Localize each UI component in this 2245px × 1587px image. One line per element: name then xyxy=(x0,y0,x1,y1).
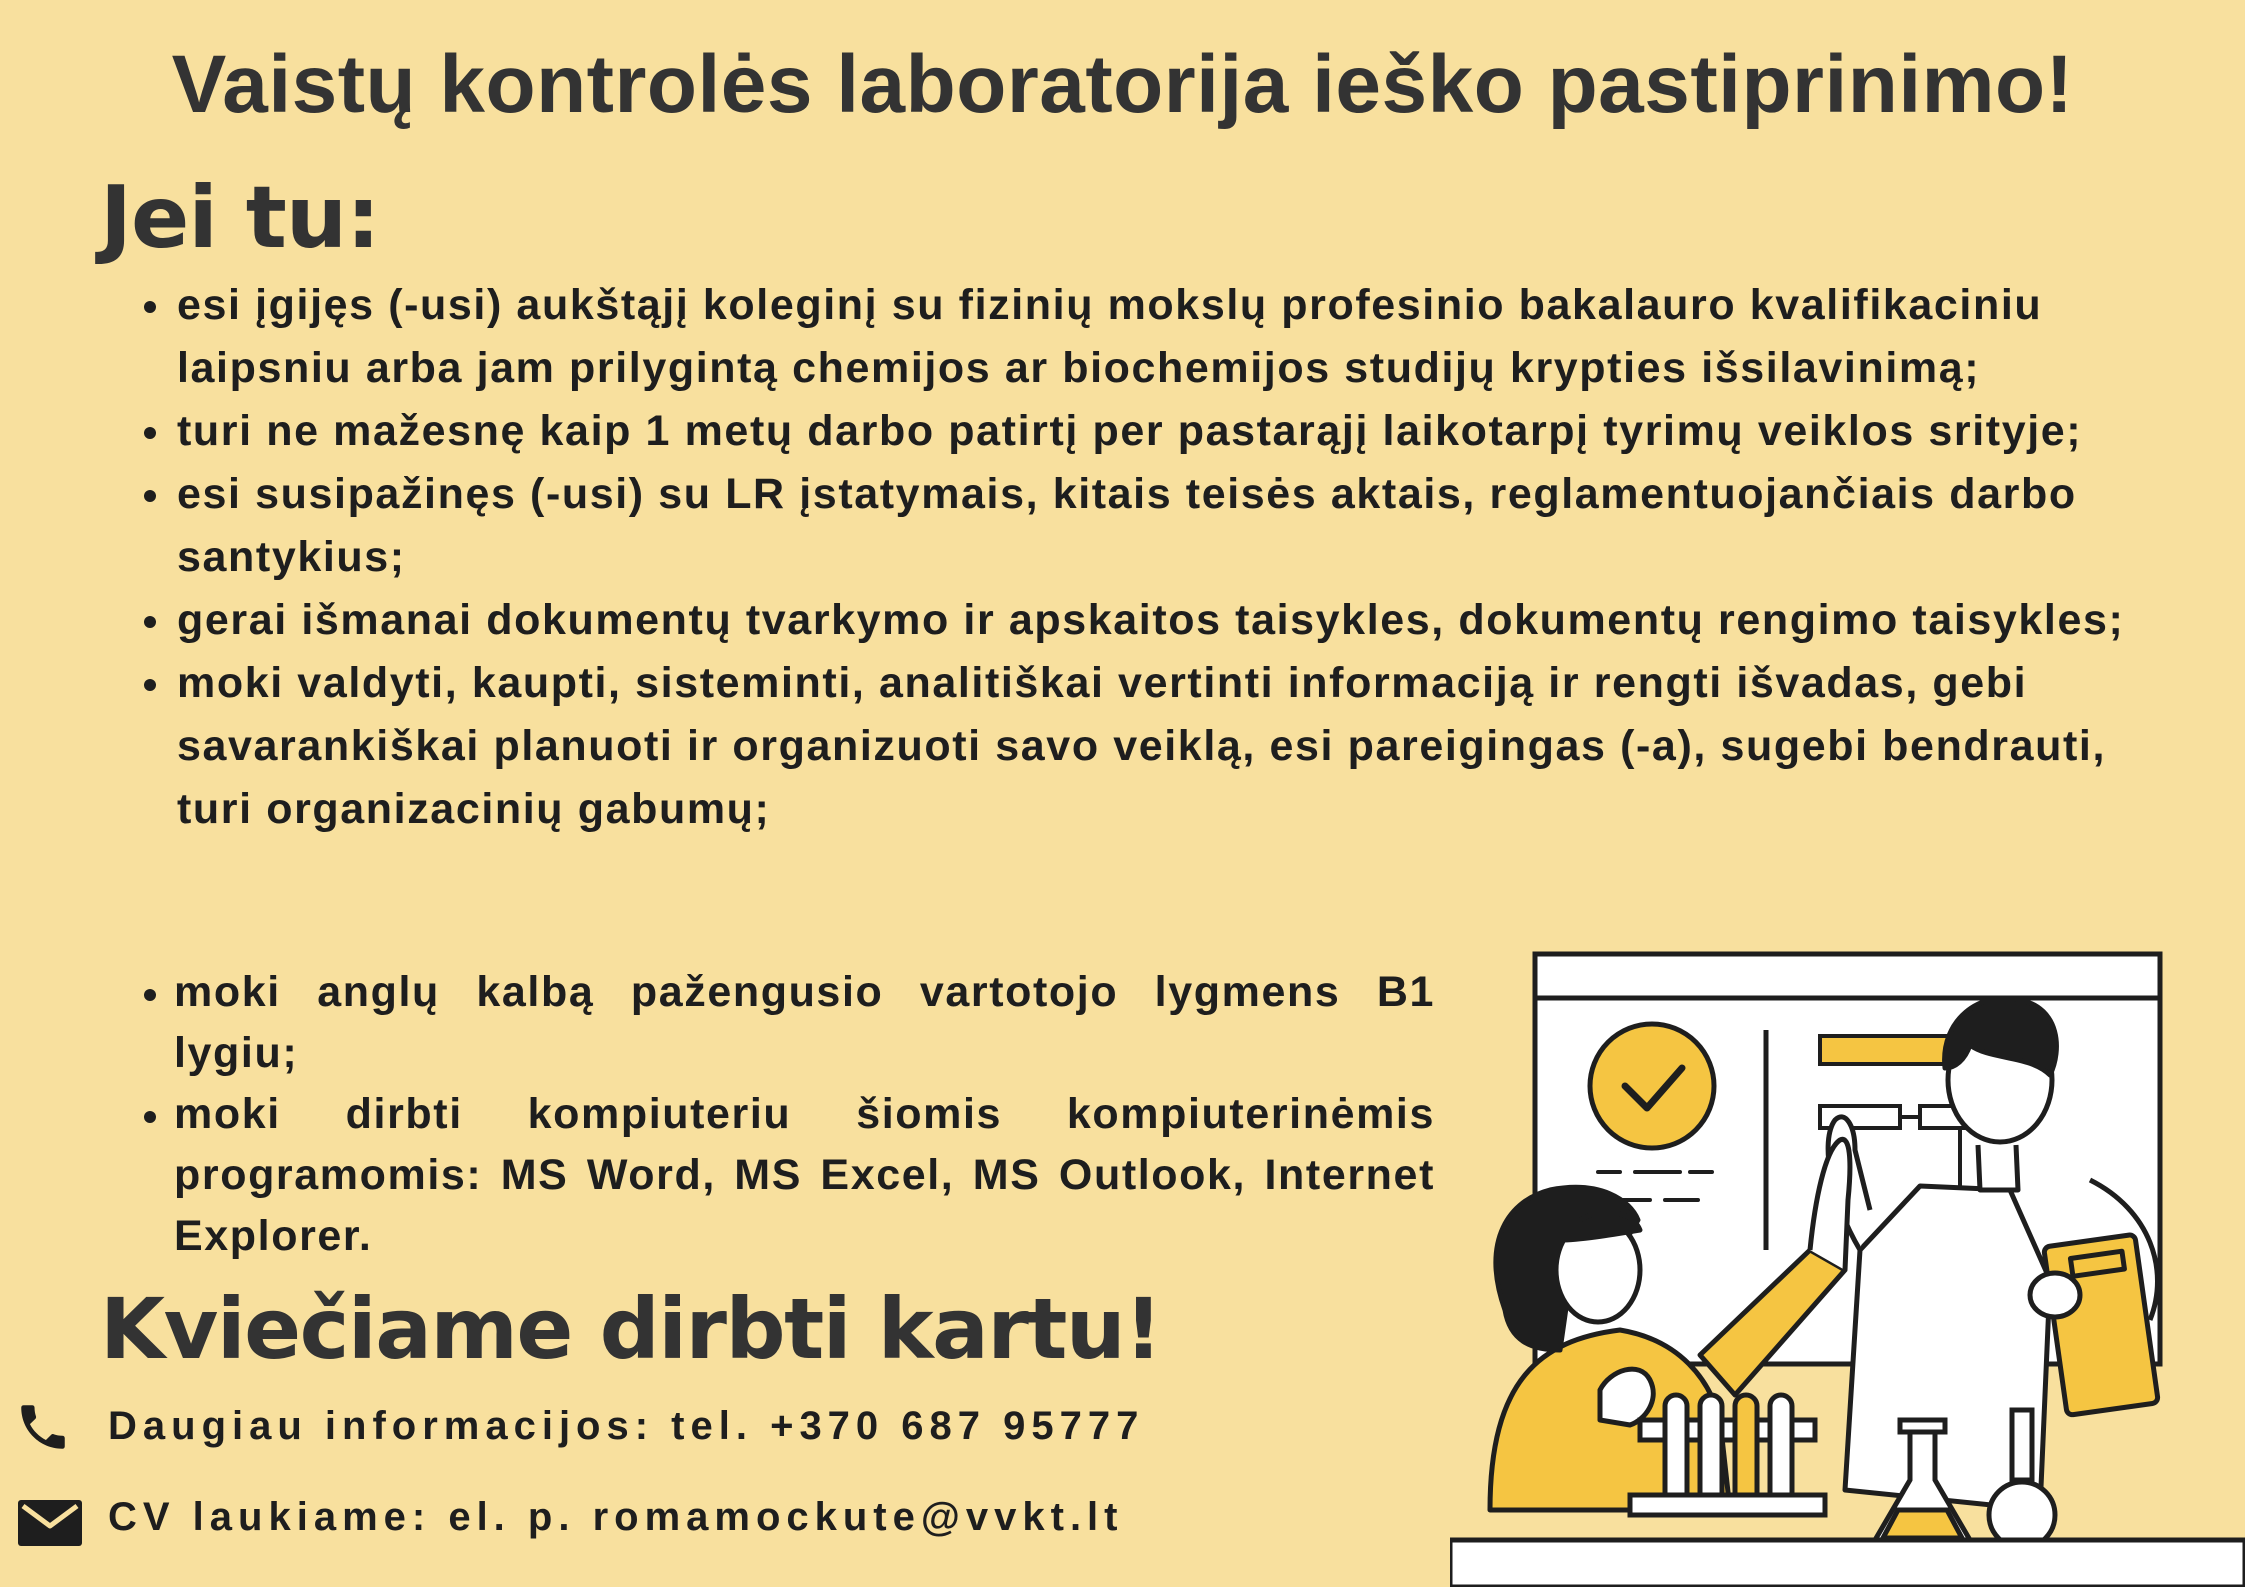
section-heading: Jei tu: xyxy=(100,168,380,268)
contact-phone: Daugiau informacijos: tel. +370 687 95777 xyxy=(108,1404,1145,1448)
requirements-list xyxy=(100,274,2180,841)
check-circle-icon xyxy=(1590,1024,1714,1148)
envelope-icon xyxy=(18,1500,82,1546)
phone-icon xyxy=(14,1398,72,1456)
requirement-item: esi įgijęs (-usi) aukštąjį koleginį su fizinių mokslų profesinio bakalauro kvalifikaciniu laipsniu arba jam prilygintą chemijos ar biochemijos studijų krypties išsilavinimą; xyxy=(100,274,2180,400)
requirement-item: esi susipažinęs (-usi) su LR įstatymais, kitais teisės aktais, reglamentuojančiais darbo santykius; xyxy=(100,463,2180,589)
requirement-item: gerai išmanai dokumentų tvarkymo ir apskaitos taisykles, dokumentų rengimo taisykles; xyxy=(100,589,2180,652)
requirements-list-continued xyxy=(100,962,1435,1267)
requirement-item: moki dirbti kompiuteriu šiomis kompiuterinėmis programomis: MS Word, MS Excel, MS Outlook, Internet Explorer. xyxy=(100,1084,1435,1267)
lab-illustration xyxy=(1450,950,2245,1587)
closing-heading: Kviečiame dirbti kartu! xyxy=(100,1280,1162,1378)
lab-bench xyxy=(1450,1540,2245,1587)
requirement-item: moki anglų kalbą pažengusio vartotojo lygmens B1 lygiu; xyxy=(100,962,1435,1084)
requirement-item: turi ne mažesnę kaip 1 metų darbo patirtį per pastarąjį laikotarpį tyrimų veiklos srityje; xyxy=(100,400,2180,463)
requirement-item: moki valdyti, kaupti, sisteminti, analitiškai vertinti informaciją ir rengti išvadas, gebi savarankiškai planuoti ir organizuoti savo veiklą, esi pareigingas (-a), sugebi bendrauti, turi organizacinių gabumų; xyxy=(100,652,2180,841)
contact-email: CV laukiame: el. p. romamockute@vvkt.lt xyxy=(108,1495,1124,1539)
page-title: Vaistų kontrolės laboratorija ieško pastiprinimo! xyxy=(171,39,2074,130)
